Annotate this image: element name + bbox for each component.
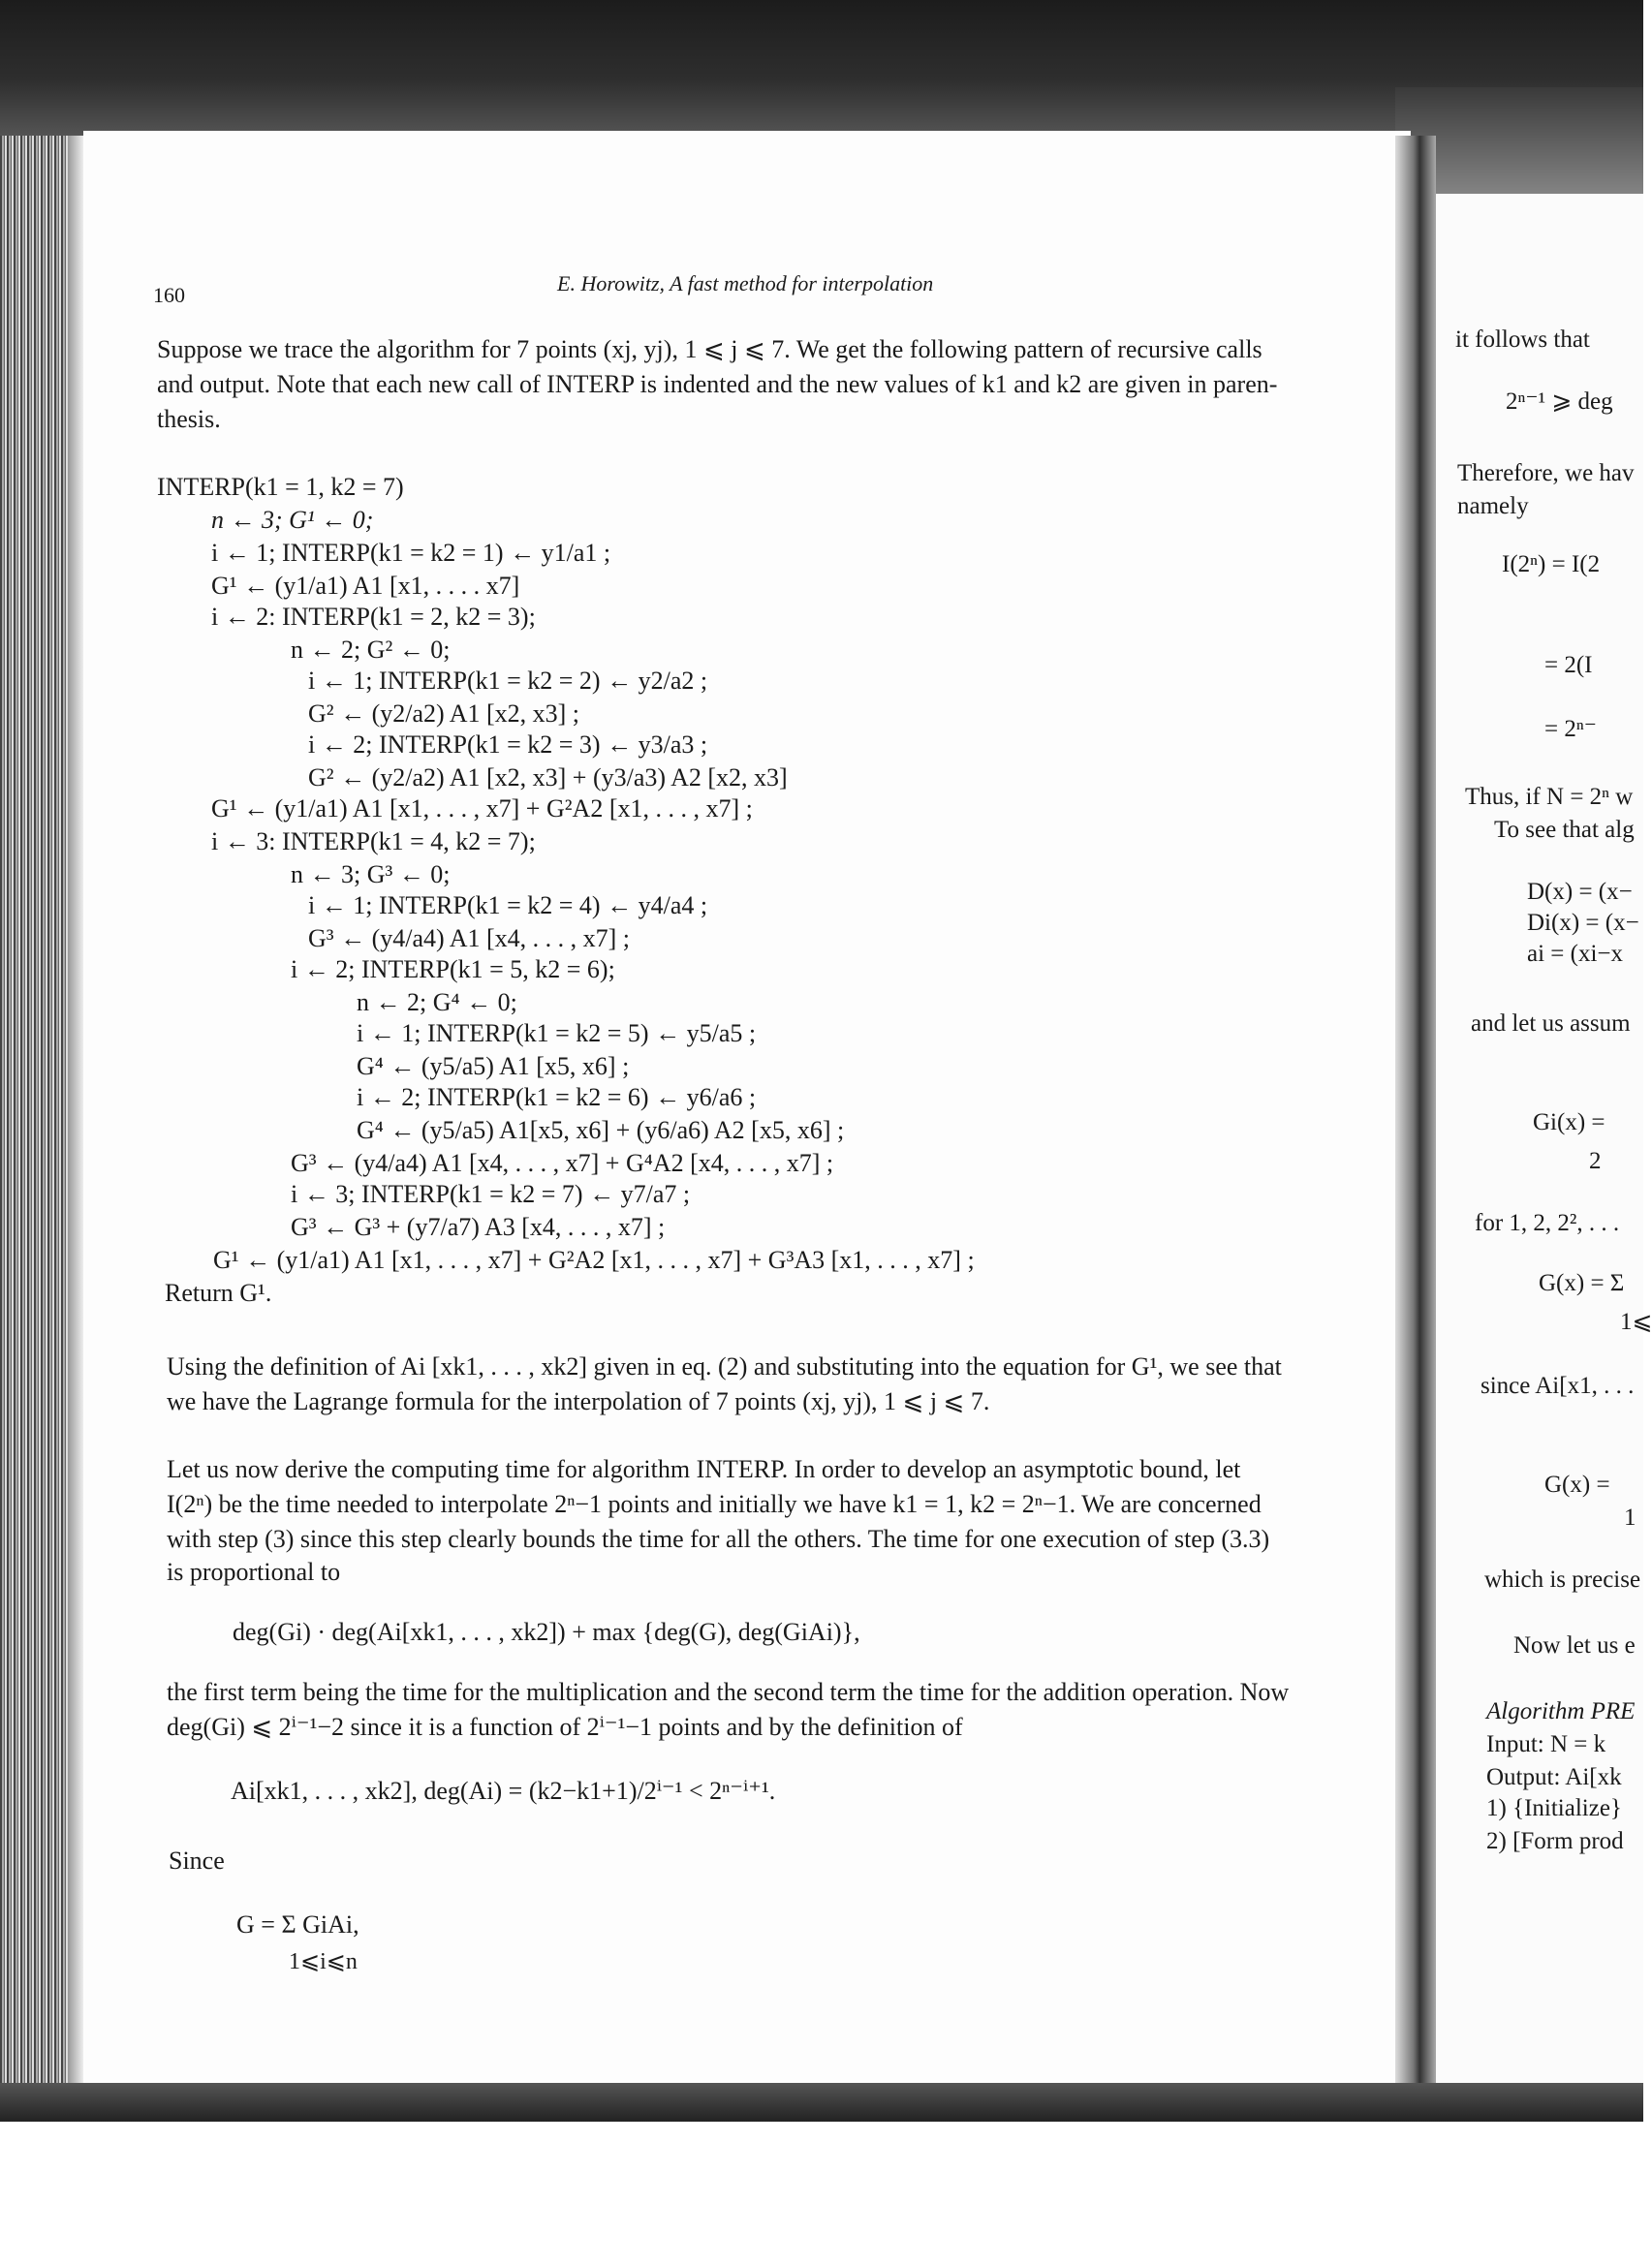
right-page-line: since Ai[x1, . . .: [1481, 1373, 1635, 1399]
equation-sum: G = Σ GiAi,: [236, 1910, 359, 1939]
trace-line: n ← 3; G³ ← 0;: [291, 860, 451, 888]
trace-line: n ← 2; G² ← 0;: [291, 636, 451, 664]
right-page-line: G(x) =: [1544, 1472, 1610, 1498]
right-page-line: 1⩽: [1620, 1309, 1652, 1335]
right-page-line: it follows that: [1455, 326, 1590, 353]
right-page-line: I(2ⁿ) = I(2: [1502, 551, 1601, 577]
right-page-line: and let us assum: [1471, 1010, 1631, 1037]
trace-line: i ← 1; INTERP(k1 = k2 = 4) ← y4/a4 ;: [308, 891, 708, 919]
body-line: Using the definition of Ai [xk1, . . . , xk2] given in eq. (2) and substituting into the equation for G¹, we see that: [167, 1352, 1282, 1381]
intro-line: Suppose we trace the algorithm for 7 points (xj, yj), 1 ⩽ j ⩽ 7. We get the following pattern of recursive calls: [157, 335, 1262, 363]
right-page-line: for 1, 2, 2², . . .: [1475, 1210, 1620, 1236]
body-line: we have the Lagrange formula for the interpolation of 7 points (xj, yj), 1 ⩽ j ⩽ 7.: [167, 1387, 990, 1415]
right-page-line: which is precise: [1484, 1567, 1641, 1593]
trace-line: Return G¹.: [165, 1279, 272, 1307]
equation-deg: deg(Gi) · deg(Ai[xk1, . . . , xk2]) + max {deg(G), deg(GiAi)},: [233, 1618, 860, 1646]
trace-line: i ← 2: INTERP(k1 = 2, k2 = 3);: [211, 603, 536, 631]
trace-line: G¹ ← (y1/a1) A1 [x1, . . . , x7] + G²A2 [x1, . . . , x7] + G³A3 [x1, . . . , x7] ;: [213, 1246, 975, 1274]
trace-line: i ← 1; INTERP(k1 = k2 = 1) ← y1/a1 ;: [211, 539, 611, 567]
right-page-line: Therefore, we hav: [1457, 460, 1635, 486]
right-page-line: Input: N = k: [1486, 1731, 1606, 1757]
right-page-line: 1: [1624, 1505, 1636, 1531]
trace-line: G³ ← (y4/a4) A1 [x4, . . . , x7] ;: [308, 924, 631, 952]
trace-line: i ← 1; INTERP(k1 = k2 = 2) ← y2/a2 ;: [308, 667, 708, 695]
scan-bottom-shadow: [0, 2083, 1643, 2122]
right-page-line: 1) {Initialize}: [1486, 1795, 1622, 1821]
right-page-line: D(x) = (x−: [1527, 879, 1633, 905]
right-page-line: 2ⁿ⁻¹ ⩾ deg: [1506, 388, 1613, 415]
trace-line: i ← 1; INTERP(k1 = k2 = 5) ← y5/a5 ;: [357, 1019, 757, 1047]
right-page-line: = 2ⁿ⁻: [1544, 716, 1597, 742]
intro-line: and output. Note that each new call of INTERP is indented and the new values of k1 and k2 are given in paren-: [157, 370, 1278, 398]
trace-line: G⁴ ← (y5/a5) A1 [x5, x6] ;: [357, 1052, 630, 1080]
trace-line: G³ ← G³ + (y7/a7) A3 [x4, . . . , x7] ;: [291, 1213, 666, 1241]
right-page-line: Output: Ai[xk: [1486, 1764, 1622, 1790]
right-page-line: 2: [1589, 1148, 1602, 1174]
intro-line: thesis.: [157, 405, 221, 433]
trace-line: INTERP(k1 = 1, k2 = 7): [157, 473, 404, 501]
body-line: I(2ⁿ) be the time needed to interpolate 2ⁿ−1 points and initially we have k1 = 1, k2 = 2ⁿ−1. We are concerned: [167, 1490, 1262, 1518]
right-page-line: To see that alg: [1494, 817, 1635, 843]
body-line: is proportional to: [167, 1558, 341, 1586]
right-page-line: G(x) = Σ: [1539, 1270, 1625, 1296]
right-page-line: Gi(x) =: [1533, 1109, 1605, 1135]
right-page-line: ai = (xi−x: [1527, 941, 1624, 967]
right-page-line: namely: [1457, 493, 1529, 519]
trace-line: n ← 3; G¹ ← 0;: [211, 506, 374, 534]
equation-ai: Ai[xk1, . . . , xk2], deg(Ai) = (k2−k1+1)/2ⁱ⁻¹ < 2ⁿ⁻ⁱ⁺¹.: [231, 1777, 776, 1805]
right-page-line: Thus, if N = 2ⁿ w: [1465, 784, 1634, 810]
since-word: Since: [169, 1847, 225, 1875]
right-page-line: = 2(I: [1544, 652, 1593, 678]
body-line: Let us now derive the computing time for algorithm INTERP. In order to develop an asymptotic bound, let: [167, 1455, 1241, 1483]
body-line: the first term being the time for the multiplication and the second term the time for the addition operation. Now: [167, 1678, 1290, 1706]
right-page-line: 2) [Form prod: [1486, 1828, 1624, 1854]
trace-line: G² ← (y2/a2) A1 [x2, x3] ;: [308, 699, 580, 728]
body-line: deg(Gi) ⩽ 2ⁱ⁻¹−2 since it is a function of 2ⁱ⁻¹−1 points and by the definition of: [167, 1713, 963, 1741]
trace-line: G¹ ← (y1/a1) A1 [x1, . . . , x7] + G²A2 [x1, . . . , x7] ;: [211, 794, 753, 823]
body-line: with step (3) since this step clearly bounds the time for all the others. The time for one execution of step (3.3): [167, 1525, 1270, 1553]
trace-line: n ← 2; G⁴ ← 0;: [357, 988, 517, 1016]
trace-line: G² ← (y2/a2) A1 [x2, x3] + (y3/a3) A2 [x2, x3]: [308, 763, 788, 792]
right-page-line: Algorithm PRE: [1486, 1698, 1636, 1724]
equation-sum-index: 1⩽i⩽n: [289, 1949, 358, 1974]
trace-line: i ← 2; INTERP(k1 = 5, k2 = 6);: [291, 955, 615, 983]
book-spine-fade: [68, 136, 83, 2122]
trace-line: i ← 3; INTERP(k1 = k2 = 7) ← y7/a7 ;: [291, 1180, 691, 1208]
right-page-line: Now let us e: [1513, 1632, 1636, 1659]
page-number: 160: [153, 283, 185, 307]
book-spine-edge: [0, 136, 68, 2122]
trace-line: G¹ ← (y1/a1) A1 [x1, . . . . x7]: [211, 572, 520, 600]
trace-line: G³ ← (y4/a4) A1 [x4, . . . , x7] + G⁴A2 [x4, . . . , x7] ;: [291, 1149, 834, 1177]
trace-line: i ← 3: INTERP(k1 = 4, k2 = 7);: [211, 827, 536, 855]
trace-line: i ← 2; INTERP(k1 = k2 = 6) ← y6/a6 ;: [357, 1083, 757, 1111]
running-title: E. Horowitz, A fast method for interpolation: [557, 271, 934, 295]
book-gutter: [1395, 136, 1436, 2083]
right-page-line: Di(x) = (x−: [1527, 910, 1639, 936]
trace-line: G⁴ ← (y5/a5) A1[x5, x6] + (y6/a6) A2 [x5, x6] ;: [357, 1116, 845, 1144]
trace-line: i ← 2; INTERP(k1 = k2 = 3) ← y3/a3 ;: [308, 730, 708, 759]
